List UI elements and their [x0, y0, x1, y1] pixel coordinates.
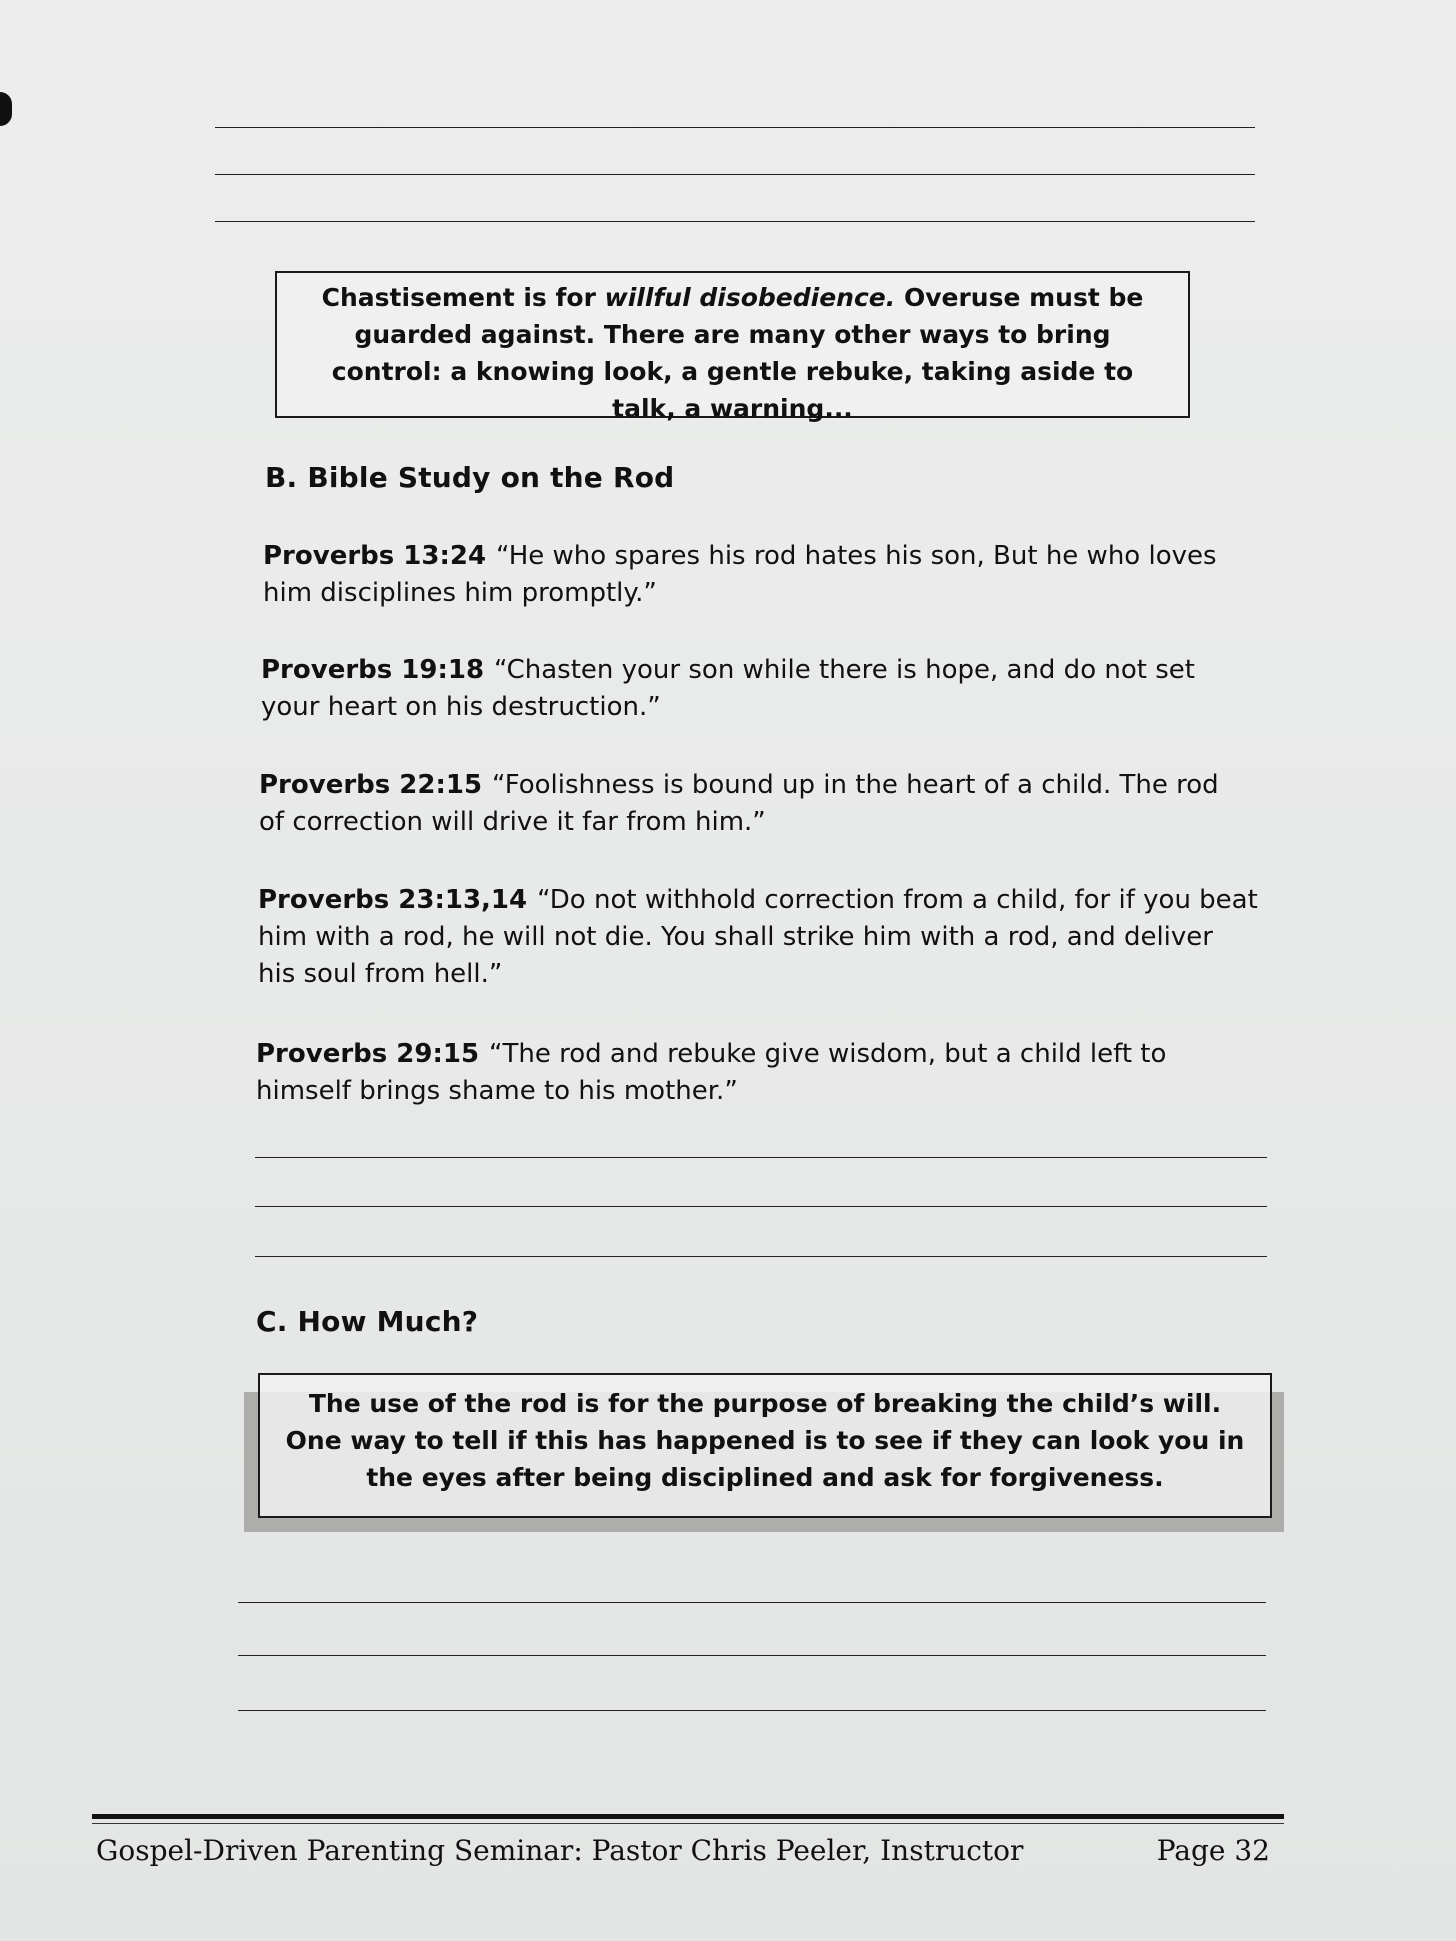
verse-ref: Proverbs 22:15 [259, 770, 483, 800]
answer-line [215, 221, 1255, 222]
verse-proverbs-19-18 [261, 652, 1251, 726]
verse-ref: Proverbs 29:15 [256, 1039, 480, 1069]
footer-rule-thin [92, 1823, 1284, 1824]
section-c-heading: C. How Much? [256, 1305, 479, 1338]
answer-line [255, 1256, 1267, 1257]
answer-line [215, 127, 1255, 128]
verse-proverbs-23-13-14 [258, 882, 1258, 993]
answer-line [238, 1655, 1266, 1656]
verse-text: “He who spares his rod hates his son, But he who loves him disciplines him promptly.” [263, 541, 1217, 608]
verse-proverbs-29-15 [256, 1036, 1256, 1110]
answer-line [255, 1206, 1267, 1207]
how-much-callout-box: The use of the rod is for the purpose of breaking the child’s will. One way to tell if this has happened is to see if they can look you in the eyes after being disciplined and ask for forgiveness. [258, 1373, 1272, 1518]
answer-line [238, 1710, 1266, 1711]
verse-proverbs-22-15 [259, 767, 1249, 841]
verse-ref: Proverbs 23:13,14 [258, 885, 528, 915]
callout-text-part2: Overuse must be guarded against. There are many other ways to bring control: a knowing look, a gentle rebuke, taking aside to talk, a warning... [331, 283, 1144, 423]
answer-line [238, 1602, 1266, 1603]
verse-text: “The rod and rebuke give wisdom, but a child left to himself brings shame to his mother.” [256, 1039, 1167, 1106]
verse-ref: Proverbs 13:24 [263, 541, 487, 571]
chastisement-callout-box [275, 271, 1190, 423]
page-number: Page 32 [1156, 1834, 1270, 1867]
answer-line [255, 1157, 1267, 1158]
callout-text-part1: Chastisement is for [321, 283, 605, 312]
verse-proverbs-13-24 [263, 538, 1253, 612]
footer-title: Gospel-Driven Parenting Seminar: Pastor Chris Peeler, Instructor [96, 1834, 1024, 1867]
verse-text: “Chasten your son while there is hope, and do not set your heart on his destruction.” [261, 655, 1195, 722]
footer-rule [92, 1814, 1284, 1819]
verse-ref: Proverbs 19:18 [261, 655, 485, 685]
verse-text: “Foolishness is bound up in the heart of a child. The rod of correction will drive it far from him.” [259, 770, 1219, 837]
verse-text: “Do not withhold correction from a child, for if you beat him with a rod, he will not die. You shall strike him with a rod, and deliver his soul from hell.” [258, 885, 1258, 989]
section-b-heading: B. Bible Study on the Rod [265, 461, 675, 494]
callout-emphasis: willful disobedience. [604, 283, 896, 312]
binder-hole-mark [0, 92, 12, 126]
answer-line [215, 174, 1255, 175]
